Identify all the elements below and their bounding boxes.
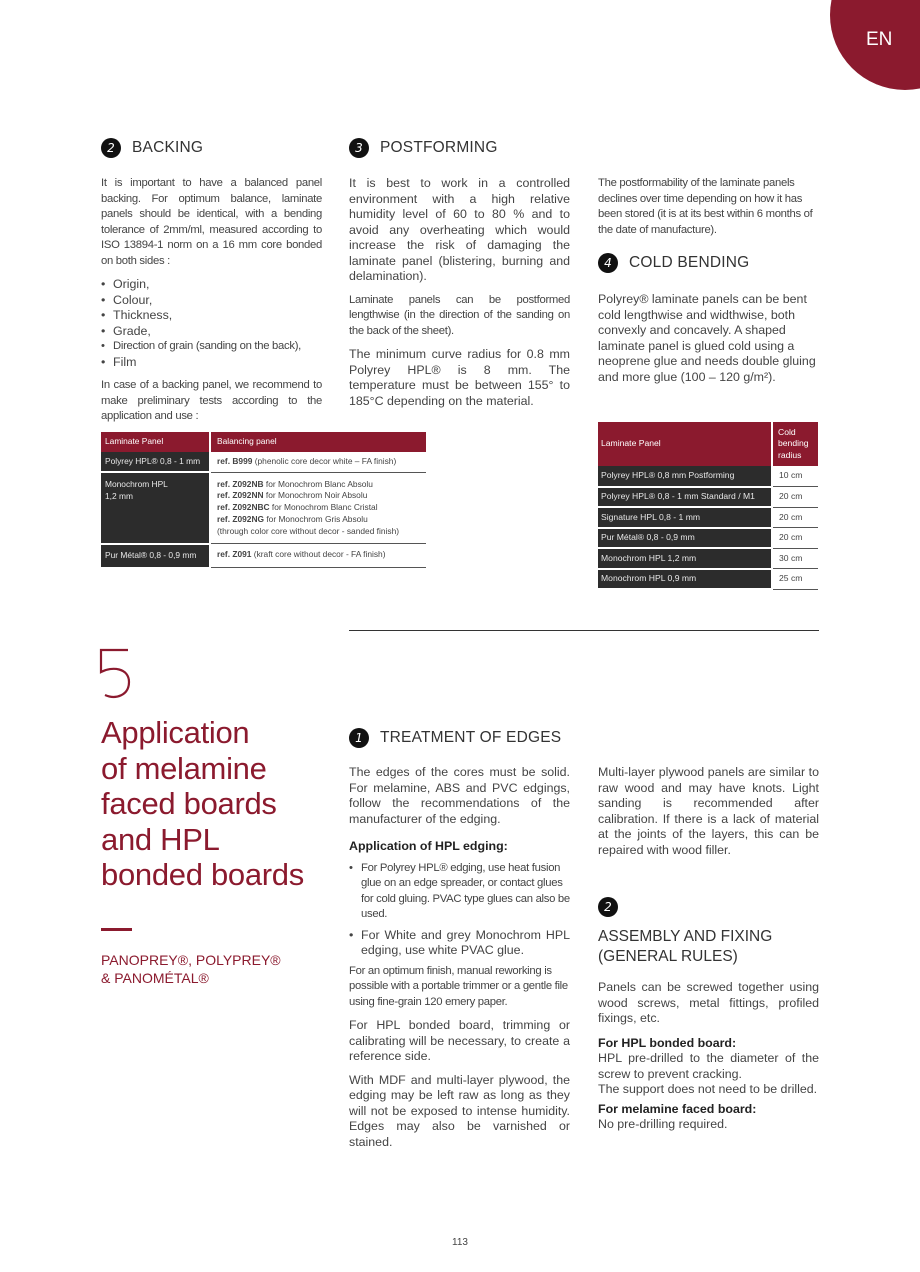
table-header-cell: Cold bending radius (772, 422, 818, 466)
assembly-title-line: ASSEMBLY AND FIXING (598, 928, 773, 945)
table-cell-balancing (210, 452, 426, 473)
melamine-heading: For melamine faced board: (598, 1101, 757, 1116)
chapter-title (101, 715, 341, 893)
assembly-text (598, 980, 819, 1133)
table-cell-panel: Polyrey HPL® 0,8 - 1 mm (101, 452, 210, 473)
chapter-title-line: of melamine (101, 750, 267, 786)
table-row (598, 507, 818, 528)
list-item: • Colour, (101, 293, 322, 309)
table-cell-panel: Pur Métal® 0,8 - 0,9 mm (101, 544, 210, 568)
table-cell-radius: 25 cm (772, 569, 818, 590)
cold-bending-title: COLD BENDING (629, 254, 750, 271)
assembly-number-badge: 2 (598, 897, 618, 917)
list-item: • Grade, (101, 324, 322, 340)
chapter-title-line: and HPL (101, 821, 220, 857)
table-cell-radius: 20 cm (772, 507, 818, 528)
table-cell-panel: Signature HPL 0,8 - 1 mm (598, 507, 772, 528)
backing-outro: In case of a backing panel, we recommend to make preliminary tests according to the application and use : (101, 379, 322, 422)
balancing-panel-table (101, 432, 426, 568)
table-row (598, 466, 818, 487)
backing-heading (101, 138, 203, 158)
hpl-bonded-line: HPL pre-drilled to the diameter of the screw to prevent cracking. (598, 1051, 819, 1081)
table-header-row (598, 422, 818, 466)
edges-number-badge: 1 (349, 728, 369, 748)
postformability-note-text: The postformability of the laminate panels declines over time depending on how it has been stored (it is at its best within 6 months of the date of manufacture). (598, 177, 813, 236)
table-header-cell: Laminate Panel (598, 422, 772, 466)
hpl-bonded-line: The support does not need to be drilled. (598, 1082, 818, 1096)
edges-paragraph-3: For HPL bonded board, trimming or calibrating will be necessary, to create a reference side. (349, 1018, 570, 1063)
chapter-number-five (98, 648, 132, 700)
plywood-note (598, 765, 819, 866)
table-header-row (101, 432, 426, 452)
ref-description: (kraft core without decor - FA finish) (251, 549, 386, 560)
table-row (101, 544, 426, 568)
postforming-paragraph-2: Laminate panels can be postformed lengthwise (in the direction of the sanding on the back of the sheet). (349, 293, 570, 337)
table-cell-panel: Pur Métal® 0,8 - 0,9 mm (598, 528, 772, 549)
table-cell-panel: Monochrom HPL 1,2 mm (598, 548, 772, 569)
chapter-title-line: Application (101, 715, 250, 750)
postforming-text (349, 176, 570, 417)
ref-line (217, 490, 422, 502)
assembly-title-line: (GENERAL RULES) (598, 947, 738, 965)
assembly-title (598, 927, 819, 966)
table-cell-radius: 10 cm (772, 466, 818, 487)
edges-heading (349, 728, 561, 748)
table-cell-radius: 30 cm (772, 548, 818, 569)
ref-note: (through color core without decor - sanded finish) (217, 525, 400, 536)
table-row (598, 528, 818, 549)
edges-title: TREATMENT OF EDGES (380, 729, 562, 746)
cold-bending-paragraph: Polyrey® laminate panels can be bent cold lengthwise and widthwise, both convexly and concavely. A shaped laminate panel is glued cold using a neoprene glue and needs double gluing and more glue (100 – 120 g/m²). (598, 292, 816, 384)
table-cell-balancing (210, 472, 426, 544)
ref-description: for Monochrom Blanc Absolu (263, 478, 373, 489)
ref-description: (phenolic core decor white – FA finish) (252, 455, 397, 466)
edges-paragraph-4: With MDF and multi-layer plywood, the edging may be left raw as long as they will not be exposed to intense humidity. Edges may also be varnished or stained. (349, 1072, 570, 1149)
cold-bending-table (598, 422, 818, 590)
ref-code: ref. B999 (217, 455, 253, 466)
postforming-heading (349, 138, 498, 158)
list-item: • Origin, (101, 277, 322, 293)
plywood-note-text: Multi-layer plywood panels are similar to raw wood and may have knots. Light sanding is recommended after calibration. If there is a lack of material at the joints of the layers, this can be repaired with wood filler. (598, 765, 819, 857)
table-header-cell: Laminate Panel (101, 432, 210, 452)
postformability-note (598, 176, 819, 246)
melamine-line: No pre-drilling required. (598, 1117, 728, 1131)
edges-paragraph-1: The edges of the cores must be solid. For melamine, ABS and PVC edgings, follow the recommendations of the manufacturer of the edging. (349, 765, 570, 826)
table-row (101, 452, 426, 473)
brand-line: & PANOMÉTAL® (101, 970, 209, 986)
ref-description: for Monochrom Gris Absolu (264, 513, 368, 524)
cold-bending-heading (598, 253, 749, 273)
list-item: • For White and grey Monochrom HPL edging, use white PVAC glue. (349, 928, 570, 959)
list-item: • Thickness, (101, 308, 322, 324)
list-item: • For Polyrey HPL® edging, use heat fusion glue on an edge spreader, or contact glues for cold gluing. PVAC type glues can also be used. (349, 861, 570, 923)
chapter-title-line: faced boards (101, 786, 277, 821)
panel-name: Monochrom HPL (105, 479, 168, 489)
cold-bending-number-badge: 4 (598, 253, 618, 273)
backing-intro: It is important to have a balanced panel backing. For optimum balance, laminate panels should be identical, with a bending tolerance of 2mm/ml, measured according to ISO 13894-1 norm on a 16 mm core bonded on both sides : (101, 177, 322, 267)
table-row (598, 548, 818, 569)
ref-code: ref. Z092NB (217, 478, 264, 489)
table-row (598, 487, 818, 508)
hpl-edging-heading: Application of HPL edging: (349, 839, 508, 853)
list-item: • Direction of grain (sanding on the back), (101, 339, 322, 355)
ref-code: ref. Z092NBC (217, 502, 270, 513)
hpl-edging-list (349, 861, 570, 959)
postforming-paragraph-3: The minimum curve radius for 0.8 mm Polyrey HPL® is 8 mm. The temperature must be between 155° to 185°C depending on the material. (349, 347, 570, 408)
assembly-paragraph: Panels can be screwed together using wood screws, metal fittings, profiled fixings, etc. (598, 980, 819, 1025)
table-row (598, 569, 818, 590)
backing-text (101, 176, 322, 433)
list-item: • Film (101, 355, 322, 371)
table-cell-radius: 20 cm (772, 528, 818, 549)
brand-line: PANOPREY®, POLYPREY® (101, 952, 281, 968)
cold-bending-text (598, 292, 819, 393)
edges-paragraph-2: For an optimum finish, manual reworking is possible with a portable trimmer or a gentle file using fine-grain 120 emery paper. (349, 964, 568, 1008)
title-accent-dash (101, 928, 132, 931)
ref-code: ref. Z092NG (217, 513, 265, 524)
backing-bullet-list (101, 277, 322, 370)
table-cell-balancing (210, 544, 426, 568)
language-tab-label[interactable]: EN (866, 29, 893, 50)
table-cell-panel (101, 472, 210, 544)
backing-number-badge: 2 (101, 138, 121, 158)
ref-line (217, 514, 422, 526)
hpl-bonded-heading: For HPL bonded board: (598, 1035, 737, 1050)
panel-thickness: 1,2 mm (105, 490, 133, 501)
brand-names (101, 951, 321, 987)
table-cell-panel: Polyrey HPL® 0,8 - 1 mm Standard / M1 (598, 487, 772, 508)
postforming-title: POSTFORMING (380, 139, 498, 156)
ref-description: for Monochrom Noir Absolu (263, 490, 368, 501)
page-number: 113 (452, 1237, 468, 1248)
ref-line (217, 479, 422, 491)
ref-code: ref. Z091 (217, 549, 252, 560)
edges-text (349, 765, 570, 1158)
ref-line (217, 502, 422, 514)
backing-title: BACKING (132, 139, 204, 156)
table-row (101, 472, 426, 544)
table-cell-panel: Monochrom HPL 0,9 mm (598, 569, 772, 590)
table-header-cell: Balancing panel (210, 432, 426, 452)
ref-code: ref. Z092NN (217, 490, 264, 501)
section-divider (349, 630, 819, 631)
postforming-number-badge: 3 (349, 138, 369, 158)
table-cell-radius: 20 cm (772, 487, 818, 508)
chapter-title-line: bonded boards (101, 857, 304, 892)
postforming-paragraph-1: It is best to work in a controlled environment with a high relative humidity level of 60 to 80 % and to avoid any overheating which would increase the risk of damaging the laminate panel (blistering, burning and delamination). (349, 176, 570, 283)
ref-description: for Monochrom Blanc Cristal (269, 502, 378, 513)
table-cell-panel: Polyrey HPL® 0,8 mm Postforming (598, 466, 772, 487)
